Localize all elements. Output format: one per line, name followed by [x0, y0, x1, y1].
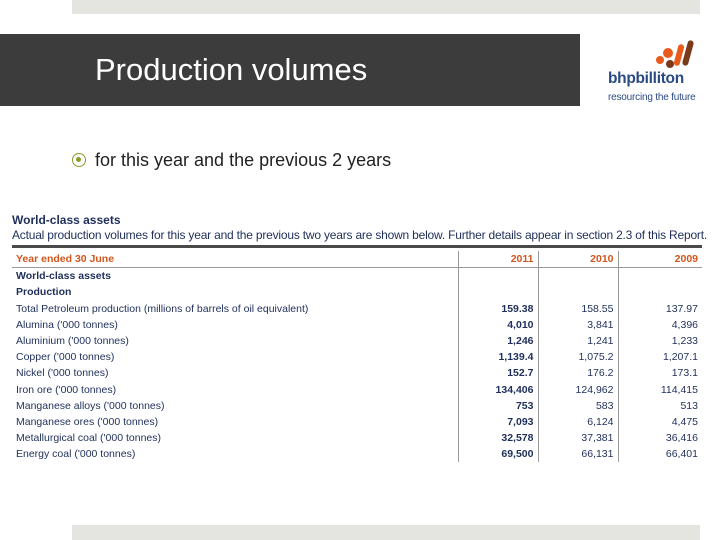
- value-2010: 1,075.2: [538, 349, 618, 365]
- heading-rule: [12, 245, 702, 248]
- bullet-text: for this year and the previous 2 years: [95, 150, 392, 170]
- row-label: Alumina ('000 tonnes): [16, 318, 118, 331]
- table-row: [12, 382, 702, 398]
- row-label: Copper ('000 tonnes): [16, 351, 115, 364]
- top-decor-strip: [72, 0, 700, 14]
- value-2010: 583: [538, 398, 618, 414]
- row-label: Manganese alloys ('000 tonnes): [16, 399, 165, 412]
- row-label: Nickel ('000 tonnes): [16, 367, 109, 380]
- table-row: [12, 317, 702, 333]
- header-label: Year ended 30 June: [12, 251, 458, 268]
- target-bullet-icon: [72, 153, 86, 167]
- row-label: Total Petroleum production (millions of barrels of oil equivalent): [16, 302, 309, 315]
- table-row: [12, 333, 702, 349]
- value-2011: 4,010: [458, 317, 538, 333]
- value-2011: 753: [458, 398, 538, 414]
- value-2009: 1,233: [618, 333, 702, 349]
- value-2011: 134,406: [458, 382, 538, 398]
- bhp-logo: [604, 38, 700, 108]
- section-label: World-class assets: [16, 270, 111, 283]
- value-2010: 66,131: [538, 446, 618, 462]
- row-label: Manganese ores ('000 tonnes): [16, 415, 159, 428]
- value-2011: 152.7: [458, 365, 538, 381]
- table-header-row: [12, 251, 702, 268]
- bottom-decor-strip: [72, 525, 700, 540]
- header-year-2009: 2009: [618, 251, 702, 268]
- value-2009: 36,416: [618, 430, 702, 446]
- value-2009: 173.1: [618, 365, 702, 381]
- value-2011: 69,500: [458, 446, 538, 462]
- value-2011: 1,246: [458, 333, 538, 349]
- header-year-2010: 2010: [538, 251, 618, 268]
- production-table: [12, 251, 702, 462]
- logo-tagline: resourcing the future: [608, 92, 696, 103]
- logo-mark-icon: [604, 38, 700, 70]
- table-row: [12, 430, 702, 446]
- value-2010: 124,962: [538, 382, 618, 398]
- value-2010: 3,841: [538, 317, 618, 333]
- value-2010: 37,381: [538, 430, 618, 446]
- value-2011: 1,139.4: [458, 349, 538, 365]
- header-year-2011: 2011: [458, 251, 538, 268]
- table-row: [12, 301, 702, 317]
- value-2011: 7,093: [458, 414, 538, 430]
- value-2009: 4,475: [618, 414, 702, 430]
- report-excerpt: [12, 213, 707, 462]
- value-2009: 137.97: [618, 301, 702, 317]
- row-label: Aluminium ('000 tonnes): [16, 335, 129, 348]
- row-label: Metallurgical coal ('000 tonnes): [16, 432, 161, 445]
- table-row: [12, 365, 702, 381]
- section-row: [12, 268, 702, 285]
- bullet-point: [72, 150, 391, 171]
- table-row: [12, 446, 702, 462]
- value-2010: 176.2: [538, 365, 618, 381]
- value-2009: 513: [618, 398, 702, 414]
- value-2011: 159.38: [458, 301, 538, 317]
- section-row: [12, 284, 702, 300]
- value-2009: 114,415: [618, 382, 702, 398]
- report-heading: World-class assets: [12, 213, 121, 227]
- value-2010: 1,241: [538, 333, 618, 349]
- value-2010: 158.55: [538, 301, 618, 317]
- value-2009: 1,207.1: [618, 349, 702, 365]
- value-2009: 4,396: [618, 317, 702, 333]
- table-row: [12, 349, 702, 365]
- report-subheading: Actual production volumes for this year and the previous two years are shown below. Further details appear in section 2.3 of this Report.: [12, 228, 707, 242]
- table-row: [12, 414, 702, 430]
- logo-wordmark: bhpbilliton: [608, 70, 684, 87]
- slide-title: Production volumes: [95, 52, 368, 87]
- value-2011: 32,578: [458, 430, 538, 446]
- row-label: Iron ore ('000 tonnes): [16, 383, 117, 396]
- table-row: [12, 398, 702, 414]
- value-2009: 66,401: [618, 446, 702, 462]
- row-label: Energy coal ('000 tonnes): [16, 448, 136, 461]
- value-2010: 6,124: [538, 414, 618, 430]
- section-label: Production: [16, 286, 72, 299]
